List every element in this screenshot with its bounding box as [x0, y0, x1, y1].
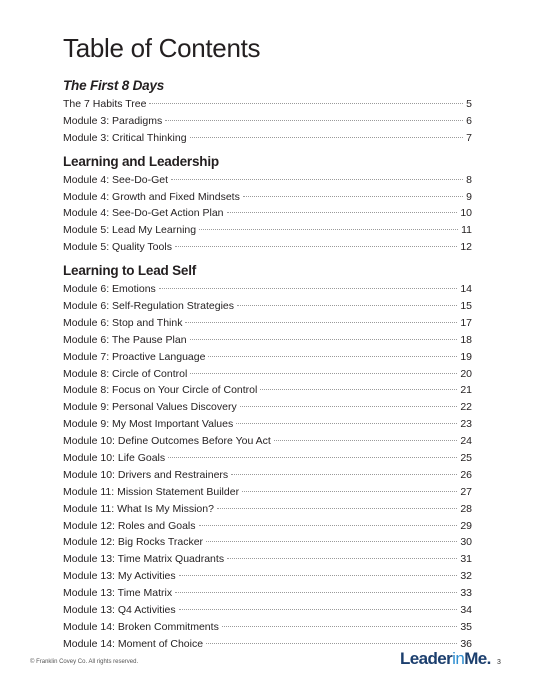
- toc-entry[interactable]: [63, 205, 472, 222]
- toc-entry-label: Module 6: The Pause Plan: [63, 333, 187, 346]
- toc-entry-page: 23: [460, 418, 472, 431]
- toc-entry-label: Module 10: Drivers and Restrainers: [63, 468, 229, 481]
- toc-entry-page: 26: [460, 468, 472, 481]
- dot-leader: [190, 137, 464, 138]
- toc-entry-label: Module 14: Moment of Choice: [63, 637, 204, 650]
- logo-word-leader: Leader: [400, 649, 453, 668]
- page-number: 3: [497, 659, 501, 666]
- toc-entry-label: Module 13: Q4 Activities: [63, 604, 176, 617]
- section-heading: Learning and Leadership: [63, 153, 219, 169]
- toc-entry-label: Module 12: Roles and Goals: [63, 519, 196, 532]
- toc-entry[interactable]: [63, 315, 472, 332]
- dot-leader: [175, 246, 457, 247]
- toc-entry-label: Module 3: Critical Thinking: [63, 131, 187, 144]
- toc-entry-page: 5: [466, 98, 472, 110]
- table-of-contents: [63, 76, 472, 653]
- dot-leader: [165, 120, 463, 121]
- dot-leader: [179, 575, 458, 576]
- dot-leader: [231, 474, 457, 475]
- toc-entry-label: Module 13: My Activities: [63, 570, 176, 583]
- toc-entry[interactable]: [63, 619, 472, 636]
- toc-entry[interactable]: [63, 239, 472, 256]
- toc-entry-page: 14: [460, 283, 472, 296]
- toc-entry[interactable]: [63, 484, 472, 501]
- toc-entry-label: Module 5: Quality Tools: [63, 241, 172, 254]
- toc-entry-label: Module 4: See-Do-Get Action Plan: [63, 207, 224, 220]
- section-heading: The First 8 Days: [63, 78, 165, 93]
- toc-entry[interactable]: [63, 568, 472, 585]
- toc-entry-page: 8: [466, 173, 472, 186]
- toc-entry-page: 28: [460, 502, 472, 515]
- toc-entry[interactable]: [63, 399, 472, 416]
- toc-entry-page: 17: [460, 316, 472, 329]
- toc-entry-label: Module 6: Emotions: [63, 283, 156, 296]
- dot-leader: [240, 406, 458, 407]
- toc-entry-page: 9: [466, 190, 472, 203]
- toc-entry-page: 31: [460, 553, 472, 566]
- dot-leader: [168, 457, 457, 458]
- dot-leader: [227, 212, 458, 213]
- toc-entry[interactable]: [63, 349, 472, 366]
- dot-leader: [159, 288, 458, 289]
- toc-entry-page: 15: [460, 300, 472, 313]
- dot-leader: [217, 508, 457, 509]
- dot-leader: [190, 339, 458, 340]
- dot-leader: [243, 196, 463, 197]
- dot-leader: [175, 592, 457, 593]
- toc-entry-page: 34: [460, 604, 472, 617]
- toc-entry-page: 6: [466, 114, 472, 127]
- toc-entry[interactable]: [63, 585, 472, 602]
- dot-leader: [199, 229, 458, 230]
- toc-entry-label: Module 11: What Is My Mission?: [63, 502, 214, 515]
- toc-entry-label: Module 13: Time Matrix: [63, 587, 173, 600]
- toc-entry-page: 29: [460, 519, 472, 532]
- dot-leader: [185, 322, 457, 323]
- toc-entry-page: 25: [460, 452, 472, 465]
- toc-entry-page: 11: [461, 224, 472, 237]
- toc-entry-label: Module 13: Time Matrix Quadrants: [63, 553, 225, 566]
- toc-section: [63, 76, 472, 147]
- toc-entry-page: 24: [460, 435, 472, 448]
- toc-entry[interactable]: [63, 130, 472, 147]
- dot-leader: [237, 305, 457, 306]
- toc-entry[interactable]: [63, 172, 472, 189]
- toc-entry-label: Module 4: See-Do-Get: [63, 173, 169, 186]
- toc-entry-page: 10: [460, 207, 472, 220]
- toc-entry-label: Module 4: Growth and Fixed Mindsets: [63, 190, 240, 203]
- logo-word-me: Me.: [464, 649, 491, 668]
- leader-in-me-logo: [400, 649, 491, 669]
- toc-entry-page: 19: [460, 350, 472, 363]
- toc-entry-label: Module 9: Personal Values Discovery: [63, 401, 237, 414]
- toc-entry-label: Module 10: Define Outcomes Before You Act: [63, 435, 271, 448]
- toc-entry-page: 7: [466, 131, 472, 144]
- toc-entry[interactable]: [63, 518, 472, 535]
- toc-entry-page: 22: [460, 401, 472, 414]
- toc-entry-page: 35: [460, 620, 472, 633]
- toc-entry-label: Module 14: Broken Commitments: [63, 620, 219, 633]
- toc-entry-label: Module 8: Circle of Control: [63, 367, 188, 380]
- toc-entry[interactable]: [63, 450, 472, 467]
- toc-entry[interactable]: [63, 366, 472, 383]
- toc-entry[interactable]: [63, 298, 472, 315]
- copyright-notice: © Franklin Covey Co. All rights reserved.: [30, 659, 139, 665]
- dot-leader: [206, 643, 457, 644]
- toc-entry[interactable]: [63, 222, 472, 239]
- toc-entry[interactable]: [63, 433, 472, 450]
- toc-entry[interactable]: [63, 332, 472, 349]
- section-heading: Learning to Lead Self: [63, 263, 197, 279]
- toc-entry-label: Module 9: My Most Important Values: [63, 418, 234, 431]
- toc-entry[interactable]: [63, 281, 472, 298]
- toc-entry[interactable]: [63, 416, 472, 433]
- toc-entry-page: 27: [460, 485, 472, 498]
- dot-leader: [274, 440, 458, 441]
- toc-entry-page: 32: [460, 570, 472, 583]
- toc-entry-label: The 7 Habits Tree: [63, 98, 147, 110]
- toc-entry-page: 33: [460, 587, 472, 600]
- toc-entry-label: Module 6: Stop and Think: [63, 316, 183, 329]
- toc-entry-label: Module 5: Lead My Learning: [63, 224, 197, 237]
- toc-entry[interactable]: [63, 382, 472, 399]
- dot-leader: [208, 356, 457, 357]
- dot-leader: [179, 609, 458, 610]
- page-title: Table of Contents: [63, 33, 261, 63]
- dot-leader: [260, 389, 457, 390]
- toc-entry[interactable]: [63, 467, 472, 484]
- toc-section: [63, 261, 472, 653]
- dot-leader: [242, 491, 457, 492]
- toc-entry-label: Module 8: Focus on Your Circle of Control: [63, 384, 258, 397]
- toc-entry-page: 21: [460, 384, 472, 397]
- logo-word-in: in: [452, 649, 465, 668]
- dot-leader: [171, 179, 463, 180]
- dot-leader: [222, 626, 457, 627]
- toc-entry-label: Module 11: Mission Statement Builder: [63, 485, 240, 498]
- dot-leader: [190, 373, 457, 374]
- toc-entry-page: 20: [460, 367, 472, 380]
- toc-entry[interactable]: [63, 551, 472, 568]
- toc-entry[interactable]: [63, 534, 472, 551]
- toc-entry-label: Module 7: Proactive Language: [63, 350, 206, 363]
- toc-entry-label: Module 10: Life Goals: [63, 452, 166, 465]
- toc-entry-page: 36: [460, 637, 472, 650]
- toc-entry[interactable]: [63, 96, 472, 113]
- toc-entry[interactable]: [63, 189, 472, 206]
- toc-entry-page: 12: [460, 241, 472, 254]
- toc-entry-page: 30: [460, 536, 472, 549]
- dot-leader: [149, 103, 463, 104]
- toc-entry-label: Module 12: Big Rocks Tracker: [63, 536, 204, 549]
- toc-entry[interactable]: [63, 602, 472, 619]
- toc-entry[interactable]: [63, 113, 472, 130]
- toc-entry-label: Module 6: Self-Regulation Strategies: [63, 300, 235, 313]
- toc-entry-page: 18: [460, 333, 472, 346]
- toc-entry[interactable]: [63, 501, 472, 518]
- toc-entry-label: Module 3: Paradigms: [63, 114, 163, 127]
- dot-leader: [206, 541, 457, 542]
- dot-leader: [199, 525, 458, 526]
- dot-leader: [227, 558, 457, 559]
- dot-leader: [236, 423, 457, 424]
- toc-section: [63, 152, 472, 256]
